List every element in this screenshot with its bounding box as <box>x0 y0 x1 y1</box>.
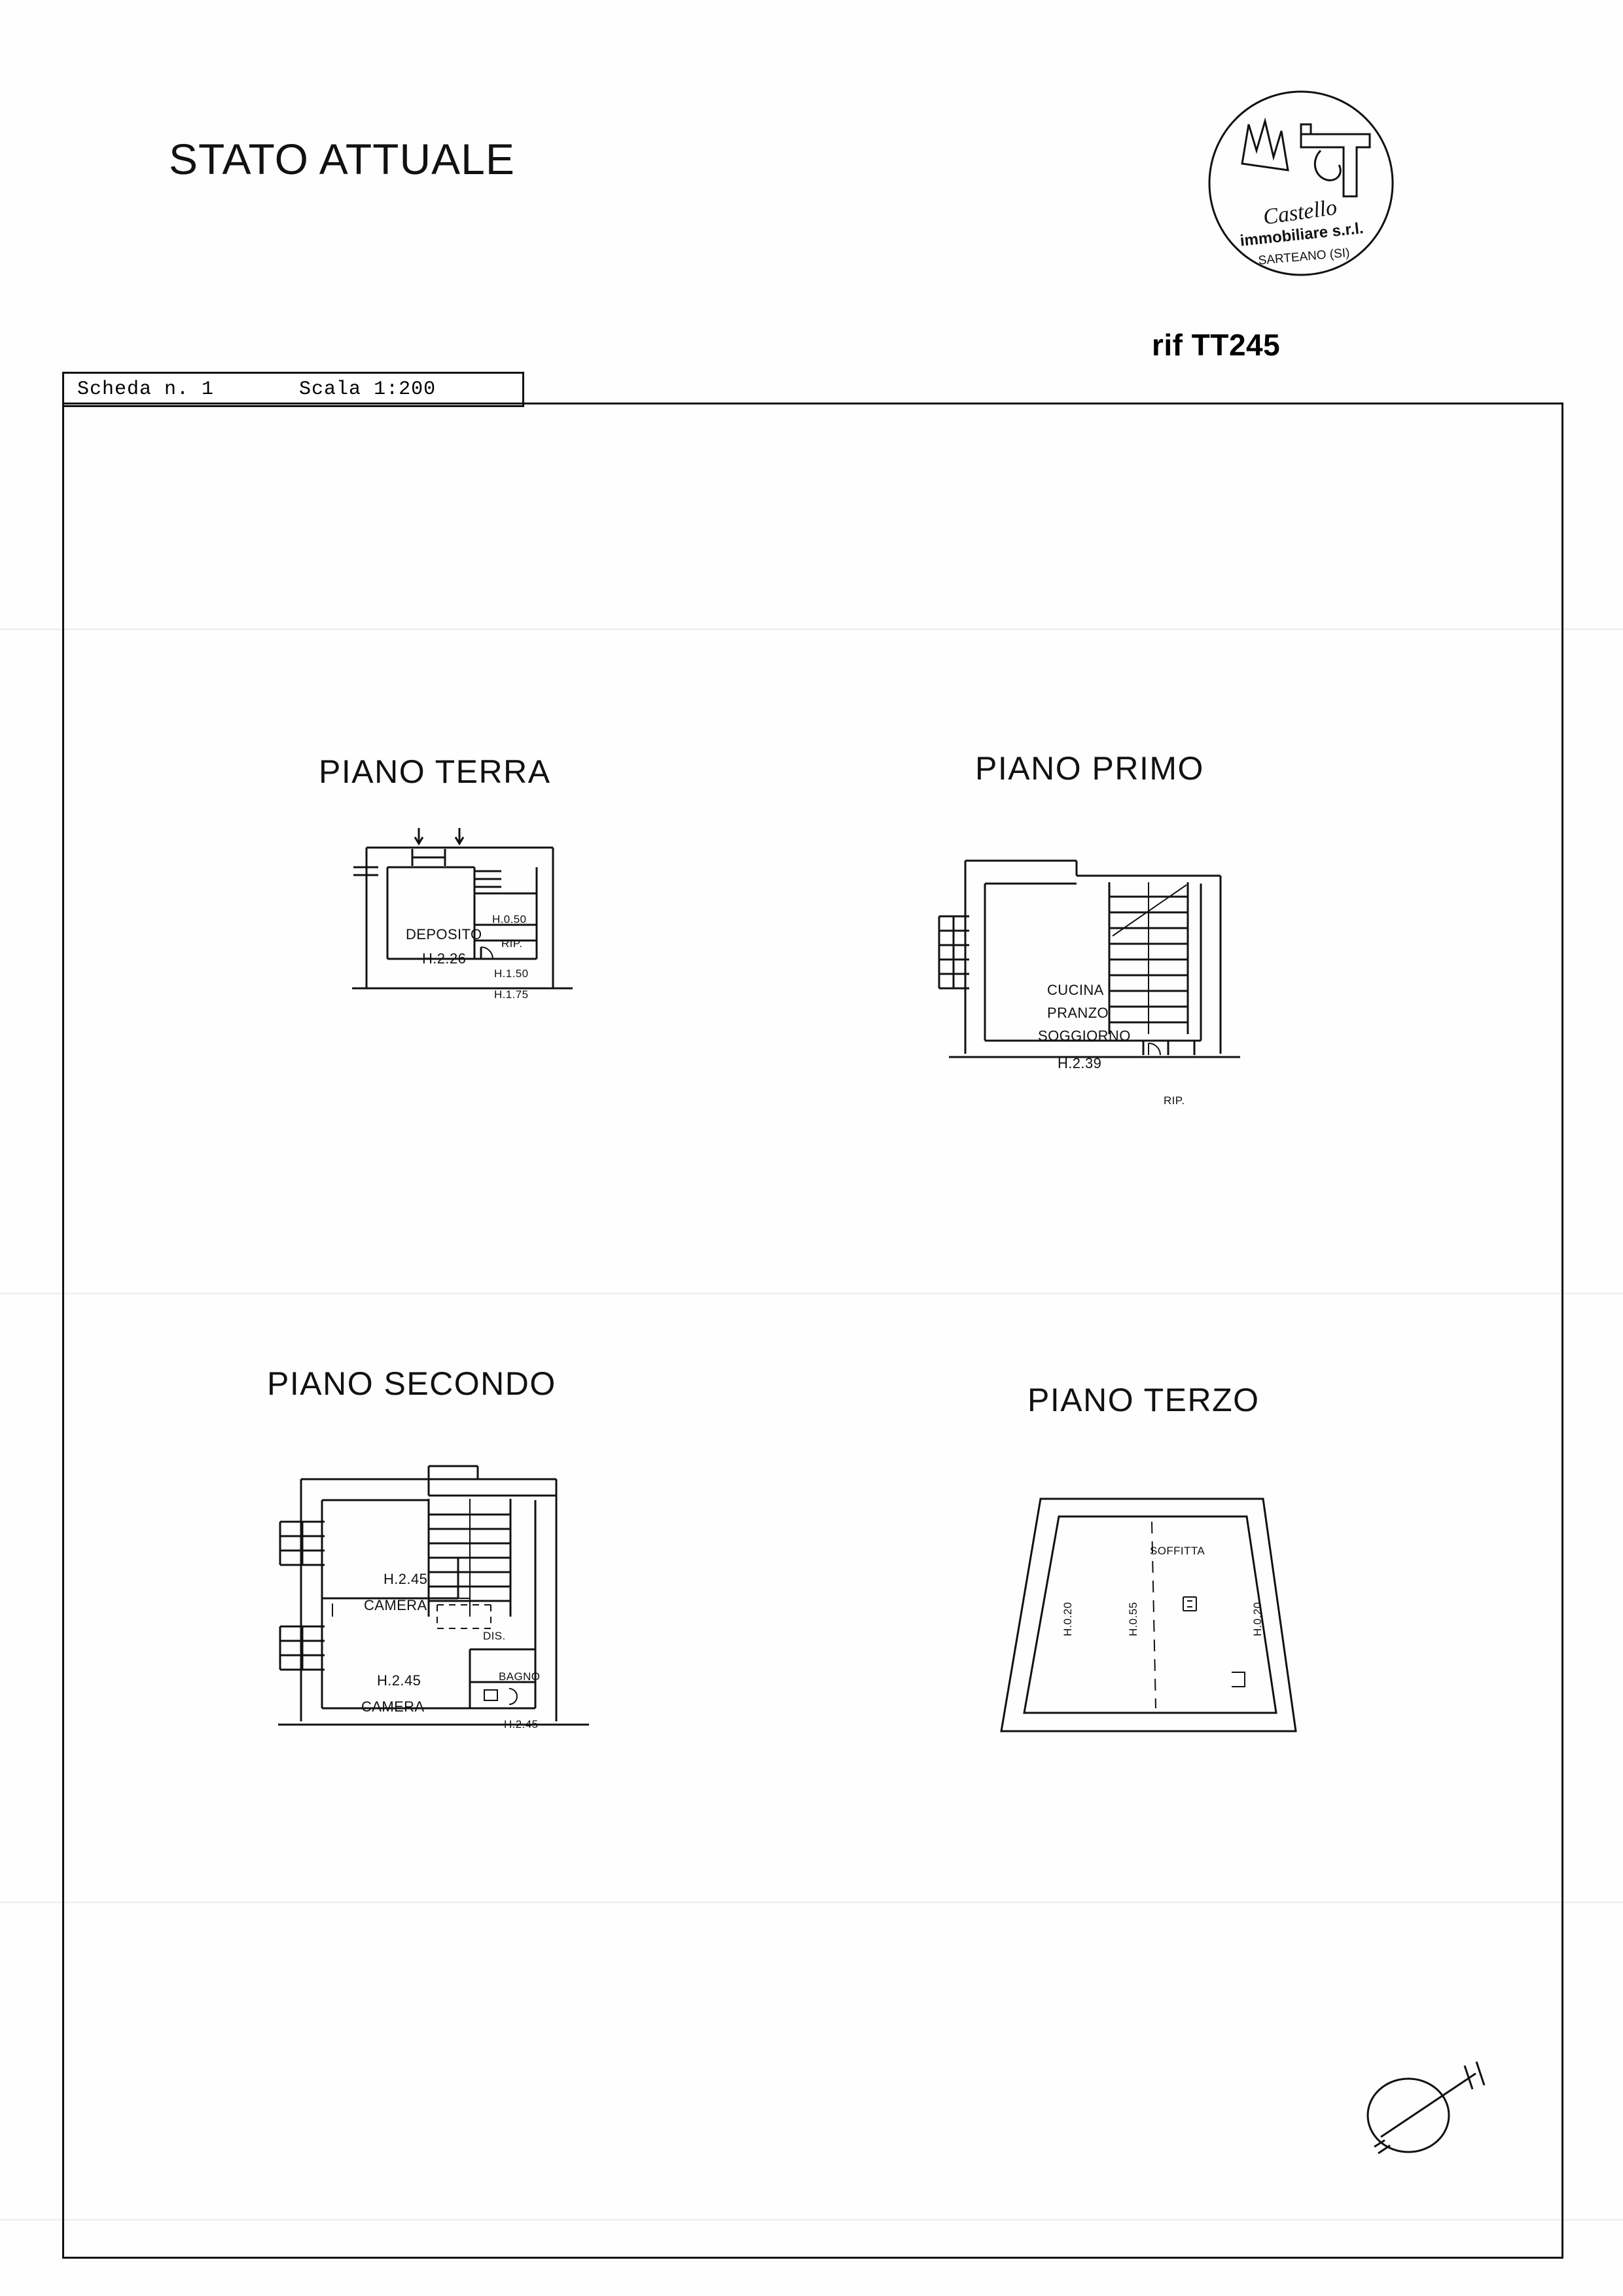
plan-drawing-piano-terzo <box>988 1482 1329 1757</box>
plan-title-piano-terzo: PIANO TERZO <box>1027 1382 1260 1418</box>
height-label: H.0.50 <box>492 913 527 925</box>
height-label: H.1.75 <box>494 988 529 1001</box>
room-label: DIS. <box>483 1630 506 1642</box>
height-label: H.2.45 <box>504 1718 539 1731</box>
height-label: H.1.50 <box>494 967 529 980</box>
plan-title-piano-primo: PIANO PRIMO <box>975 750 1204 787</box>
north-arrow <box>1361 2049 1505 2166</box>
drawing-frame <box>62 403 1563 2259</box>
room-label: RIP. <box>1164 1094 1185 1107</box>
reference-code: rif TT245 <box>1152 328 1281 362</box>
height-label: H.0.20 <box>1061 1602 1074 1636</box>
svg-text:Castello: Castello <box>1261 195 1339 230</box>
sheet-number: Scheda n. 1 <box>77 378 215 401</box>
height-label: H.2.45 <box>377 1672 421 1689</box>
plan-title-piano-terra: PIANO TERRA <box>319 753 551 790</box>
height-label: H.2.45 <box>383 1571 428 1587</box>
room-label: CUCINA <box>1047 982 1104 998</box>
scale-label: Scala 1:200 <box>299 378 437 401</box>
castello-immobiliare-logo <box>1203 85 1399 281</box>
sheet-info-box <box>62 372 524 407</box>
room-label: SOGGIORNO <box>1038 1028 1131 1044</box>
plan-title-piano-secondo: PIANO SECONDO <box>267 1365 556 1402</box>
height-label: H.2.26 <box>422 950 467 967</box>
svg-text:SARTEANO (SI): SARTEANO (SI) <box>1257 245 1351 268</box>
plan-drawing-piano-secondo <box>262 1460 628 1761</box>
height-label: H.0.55 <box>1127 1602 1139 1636</box>
room-label: BAGNO <box>499 1670 541 1683</box>
room-label: CAMERA <box>361 1698 425 1715</box>
room-label: RIP. <box>501 937 523 950</box>
room-label: DEPOSITO <box>406 926 482 942</box>
svg-text:immobiliare s.r.l.: immobiliare s.r.l. <box>1239 219 1364 250</box>
room-label: CAMERA <box>364 1597 427 1613</box>
height-label: H.2.39 <box>1058 1055 1102 1071</box>
room-label: PRANZO <box>1047 1005 1109 1021</box>
room-label: SOFFITTA <box>1150 1545 1205 1557</box>
page-title: STATO ATTUALE <box>169 135 515 183</box>
height-label: H.0.20 <box>1251 1602 1264 1636</box>
